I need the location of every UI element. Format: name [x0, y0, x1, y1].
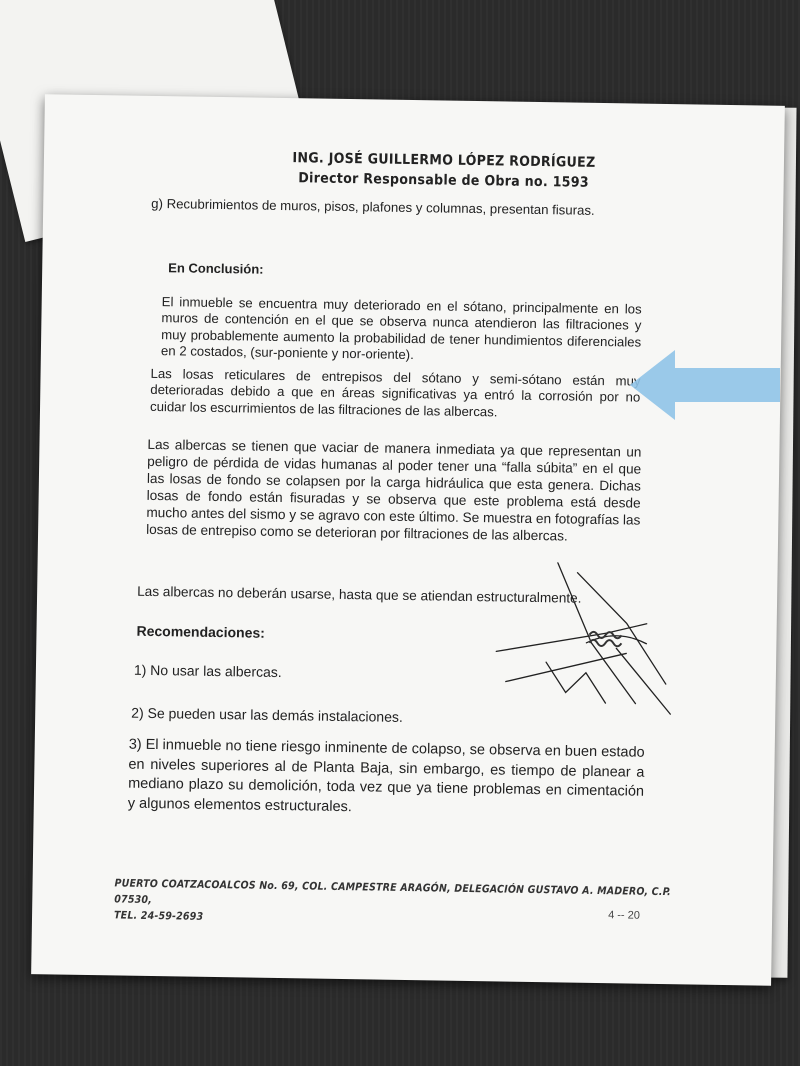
conclusion-paragraph-3: Las albercas se tienen que vaciar de manera inmediata ya que representan un peligro de pérdida de vidas humanas al poder tener una “falla súbita” en el que las losas de fondo se colapsen por la carga hidráulica que esta genera. Dichas losas de fondo están fisuradas y se observa que este problema está desde mucho antes del sismo y se agravo con este último. Se muestra en fotografías las losas de entrepiso como se deterioran por filtraciones de las albercas. [146, 436, 642, 544]
footer-address [114, 875, 675, 932]
page-number: 4 -- 20 [608, 909, 641, 922]
footer-address-line: PUERTO COATZACOALCOS No. 69, COL. CAMPESTRE ARAGÓN, DELEGACIÓN GUSTAVO A. MADERO, C.P. 07530, [114, 877, 671, 907]
signature-icon [485, 561, 687, 724]
letterhead [44, 144, 785, 196]
recommendation-3: 3) El inmueble no tiene riesgo inminente de colapso, se observa en buen estado en niveles superiores al de Planta Baja, sin embargo, es tiempo de planear a mediano plazo su demolición, toda vez que ya tiene problemas en cimentación y algunos elementos estructurales. [127, 736, 645, 815]
engineer-title: Director Responsable de Obra no. 1593 [298, 170, 590, 191]
arrow-left-icon [630, 350, 780, 420]
recommendation-2: 2) Se pueden usar las demás instalaciones. [131, 704, 403, 725]
engineer-name: ING. JOSÉ GUILLERMO LÓPEZ RODRÍGUEZ [292, 150, 596, 171]
conclusion-paragraph-4: Las albercas no deberán usarse, hasta que se atiendan estructuralmente. [137, 583, 582, 606]
recommendations-heading: Recomendaciones: [136, 622, 266, 641]
document-page [31, 94, 785, 986]
footer-phone-line: TEL. 24-59-2693 [113, 909, 204, 923]
conclusion-paragraph-2: Las losas reticulares de entrepisos del sótano y semi-sótano están muy deterioradas debido a que en áreas significativas ya entró la corrosión por no cuidar los escurrimientos de las filtraciones de las albercas. [149, 365, 641, 419]
recommendation-1: 1) No usar las albercas. [133, 661, 282, 681]
list-item-g: g) Recubrimientos de muros, pisos, plafones y columnas, presentan fisuras. [151, 195, 595, 218]
conclusion-heading: En Conclusión: [168, 260, 264, 277]
conclusion-paragraph-1: El inmueble se encuentra muy deteriorado en el sótano, principalmente en los muros de contención en el que se observa nunca atendieron las filtraciones y muy probablemente aumento la probabilidad de tener hundimientos diferenciales en 2 costados, (sur-poniente y nor-oriente). [160, 294, 642, 362]
